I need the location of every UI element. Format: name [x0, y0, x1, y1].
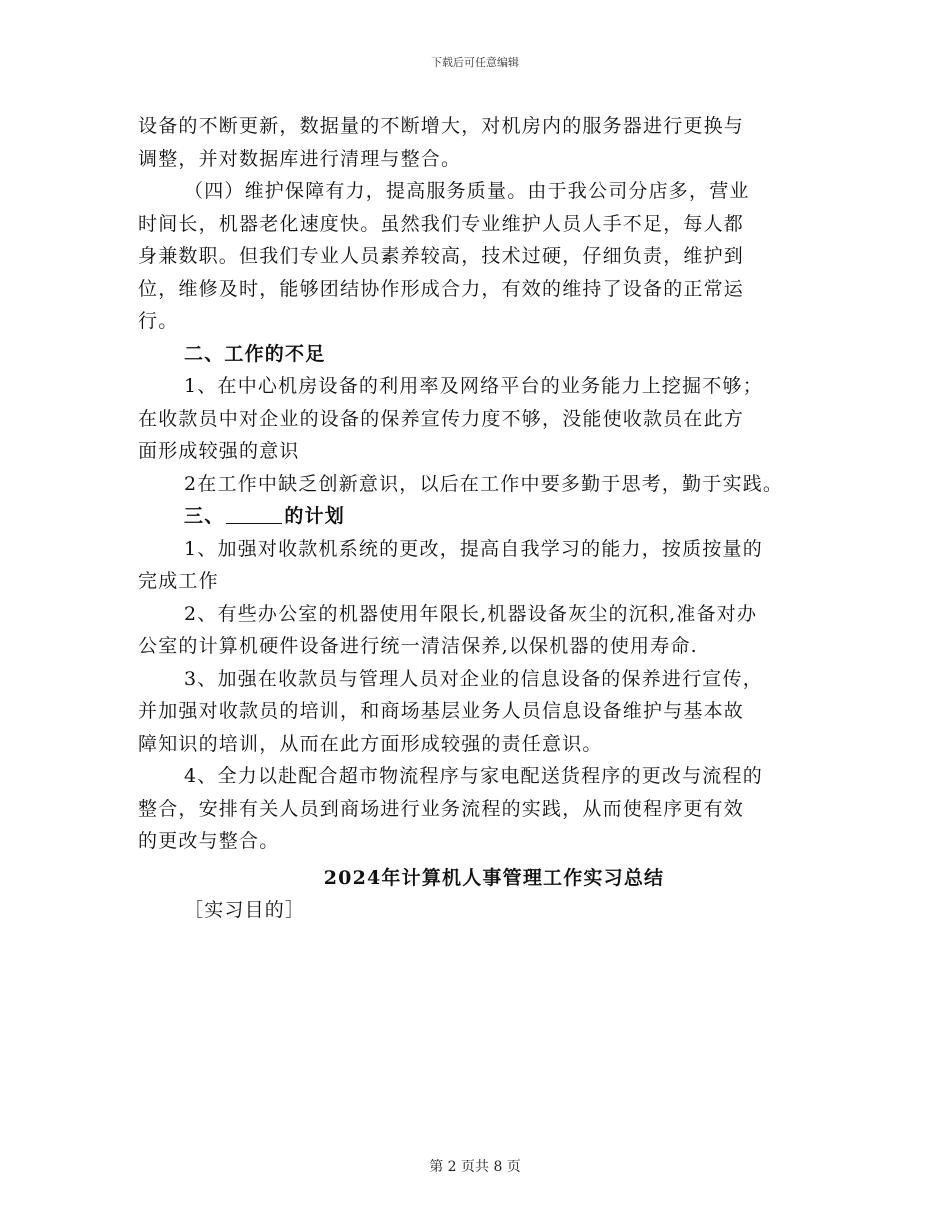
paragraph-line: （四）维护保障有力，提高服务质量。由于我公司分店多，营业: [184, 180, 750, 202]
paragraph-line: 1、在中心机房设备的利用率及网络平台的业务能力上挖掘不够；: [184, 375, 763, 397]
section-heading-shortcomings: 二、工作的不足: [184, 342, 326, 365]
paragraph-line: 完成工作: [138, 570, 219, 592]
section-heading-plan: [138, 500, 838, 533]
heading-prefix: 三、: [184, 505, 225, 527]
paragraph-line: 调整，并对数据库进行清理与整合。: [138, 147, 462, 170]
paragraph-line: 位，维修及时，能够团结协作形成合力，有效的维持了设备的正常运: [138, 277, 745, 300]
paragraph-line: 在收款员中对企业的设备的保养宣传力度不够，没能使收款员在此方: [138, 407, 745, 430]
paragraph-line: 1、加强对收款机系统的更改，提高自我学习的能力，按质按量的: [184, 537, 763, 560]
heading-suffix: 的计划: [284, 505, 346, 527]
paragraph-line: 2、有些办公室的机器使用年限长,机器设备灰尘的沉积,准备对办: [184, 602, 758, 625]
paragraph-line: 2在工作中缺乏创新意识，以后在工作中要多勤于思考，勤于实践。: [184, 472, 784, 495]
paragraph-line: 行。: [138, 310, 179, 332]
header-note: 下载后可任意编辑: [431, 56, 519, 69]
paragraph-line: 设备的不断更新，数据量的不断增大，对机房内的服务器进行更换与: [138, 115, 745, 137]
paragraph-line: 并加强对收款员的培训，和商场基层业务人员信息设备维护与基本故: [138, 700, 745, 722]
paragraph-line: 时间长，机器老化速度快。虽然我们专业维护人员人手不足，每人都: [138, 212, 745, 235]
fill-in-blank: [226, 522, 282, 524]
paragraph-line: 身兼数职。但我们专业人员素养较高，技术过硬，仔细负责，维护到: [138, 245, 745, 267]
document-title: 2024年计算机人事管理工作实习总结: [323, 866, 665, 889]
paragraph-line: 3、加强在收款员与管理人员对企业的信息设备的保养进行宣传，: [184, 667, 763, 690]
paragraph-line: 障知识的培训，从而在此方面形成较强的责任意识。: [138, 732, 603, 755]
paragraph-line: 的更改与整合。: [138, 830, 280, 852]
paragraph-line: 4、全力以赴配合超市物流程序与家电配送货程序的更改与流程的: [184, 765, 763, 787]
document-body: [138, 110, 838, 927]
page-number-footer: 第 2 页共 8 页: [429, 1159, 521, 1175]
paragraph-line: 整合，安排有关人员到商场进行业务流程的实践，从而使程序更有效: [138, 797, 745, 820]
paragraph-line: ［实习目的］: [184, 899, 306, 921]
paragraph-line: 公室的计算机硬件设备进行统一清洁保养,以保机器的使用寿命.: [138, 635, 698, 657]
paragraph-line: 面形成较强的意识: [138, 440, 300, 462]
